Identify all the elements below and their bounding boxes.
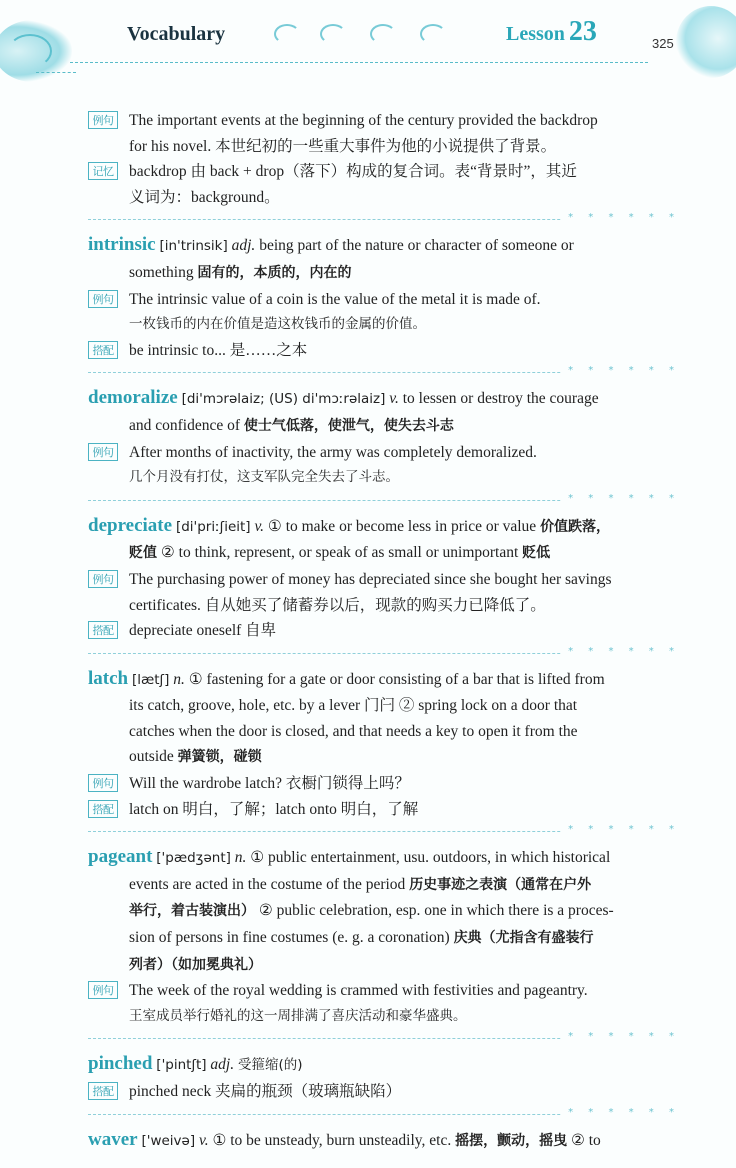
entry-separator: * * * * * * — [88, 646, 680, 662]
part-of-speech: adj. — [231, 237, 256, 255]
entry-separator: * * * * * * — [88, 212, 680, 228]
entry-intrinsic: intrinsic [in'trinsik] adj. being part of the nature or character of someone or something 固有的，本质的，内在的 例句 The intrinsic value of a coin is the value of the metal it is made of. 一枚钱币的内在价值是造这枚钱币的金属的价值。 搭配 be intrinsic to... 是……之本 — [88, 232, 680, 363]
page-header — [0, 0, 736, 90]
entry-waver: waver ['weivə] v. ① to be unsteady, burn unsteadily, etc. 摇摆，颤动，摇曳 ② to — [88, 1128, 601, 1150]
headword: pageant — [88, 846, 153, 868]
part-of-speech: adj. — [210, 1056, 235, 1074]
example-tag: 例句 — [88, 774, 118, 792]
decorative-wave-right — [676, 6, 736, 78]
collocation-tag: 搭配 — [88, 1082, 118, 1100]
definition: being part of the nature or character of someone or — [259, 237, 574, 255]
example-tag: 例句 — [88, 111, 118, 129]
phonetic: [di'priːʃieit] — [175, 518, 251, 535]
part-of-speech: v. — [198, 1131, 209, 1149]
entry-separator: * * * * * * — [88, 824, 680, 840]
definition: to lessen or destroy the courage — [402, 390, 599, 408]
phonetic: ['weivə] — [141, 1132, 196, 1149]
headword: pinched — [88, 1053, 153, 1075]
example-block: 例句 The week of the royal wedding is crammed with festivities and pageantry. 王室成员举行婚礼的这一周排满了喜庆活动和豪华盛典。 — [88, 978, 680, 1029]
page-number: 325 — [652, 36, 674, 51]
example-tag: 例句 — [88, 981, 118, 999]
section-title: Vocabulary — [127, 23, 226, 45]
example-block: 例句 Will the wardrobe latch? 衣橱门锁得上吗？ — [88, 771, 680, 797]
collocation-tag: 搭配 — [88, 800, 118, 818]
part-of-speech: n. — [234, 849, 247, 867]
memory-text: 义词为：background。 — [129, 188, 280, 206]
example-tag: 例句 — [88, 290, 118, 308]
collocation-block: 搭配 depreciate oneself 自卑 — [88, 618, 680, 644]
entry-separator: * * * * * * — [88, 1031, 680, 1047]
header-rule — [36, 72, 76, 73]
example-block — [88, 108, 680, 159]
collocation-block: 搭配 pinched neck 夹扁的瓶颈（玻璃瓶缺陷） — [88, 1079, 680, 1105]
headword: demoralize — [88, 387, 178, 409]
collocation-tag: 搭配 — [88, 341, 118, 359]
example-tag: 例句 — [88, 570, 118, 588]
memory-tag: 记忆 — [88, 162, 118, 180]
phonetic: [lætʃ] — [131, 671, 170, 688]
collocation-block: 搭配 latch on 明白，了解；latch onto 明白，了解 — [88, 797, 680, 823]
entry-latch: latch [lætʃ] n. ① fastening for a gate or door consisting of a bar that is lifted from its catch, groove, hole, etc. by a lever 门闩 ② spring lock on a door that catches when the door is closed, and that needs a key to open it from the outside 弹簧锁，碰锁 例句 Will the wardrobe latch? 衣橱门锁得上吗？ 搭配 latch on 明白，了解；latch onto 明白，了解 — [88, 666, 680, 823]
entry-separator: * * * * * * — [88, 365, 680, 381]
lesson-label: Lesson 23 — [506, 16, 597, 47]
entry-pageant: pageant ['pædʒənt] n. ① public entertainment, usu. outdoors, in which historical events are acted in the costume of the period 历史事迹之表演（通常在户外 举行，着古装演出） ② public celebration, esp. one in which there is a proces- sion of persons in fine costumes (e. g. a coronation) 庆典（尤指含有盛装行 列者）（如加冕典礼） 例句 The week of the royal wedding is crammed with festivities and pageantry. 王室成员举行婚礼的这一周排满了喜庆活动和豪华盛典。 — [88, 844, 680, 1029]
headword: latch — [88, 667, 129, 689]
phonetic: ['pintʃt] — [156, 1057, 207, 1074]
phonetic: ['pædʒənt] — [156, 850, 231, 867]
header-rule — [70, 62, 648, 63]
entry-pinched: pinched ['pintʃt] adj. 受箍缩(的) 搭配 pinched neck 夹扁的瓶颈（玻璃瓶缺陷） — [88, 1051, 680, 1104]
phonetic: [in'trinsik] — [159, 238, 228, 255]
part-of-speech: n. — [173, 670, 185, 688]
headword: intrinsic — [88, 234, 156, 256]
example-block: 例句 The intrinsic value of a coin is the value of the metal it is made of. 一枚钱币的内在价值是造这枚钱币的金属的价值。 — [88, 287, 680, 338]
memory-block — [88, 159, 680, 210]
headword: depreciate — [88, 514, 173, 536]
vocabulary-content — [88, 108, 680, 1154]
entry-depreciate: depreciate [di'priːʃieit] v. ① to make or become less in price or value 价值跌落， 贬值 ② to think, represent, or speak of as small or unimportant 贬低 例句 The purchasing power of money has depreciated since she bought her savings certificates. 自从她买了储蓄券以后，现款的购买力已降低了。 搭配 depreciate oneself 自卑 — [88, 513, 680, 644]
example-block: 例句 After months of inactivity, the army was completely demoralized. 几个月没有打仗，这支军队完全失去了斗志。 — [88, 440, 680, 491]
decorative-swirls — [270, 20, 470, 50]
example-tag: 例句 — [88, 443, 118, 461]
example-text: The important events at the beginning of the century provided the backdrop — [129, 112, 598, 129]
part-of-speech: v. — [389, 390, 399, 408]
memory-text: backdrop 由 back + drop（落下）构成的复合词。表“背景时”，其近 — [129, 163, 577, 181]
lesson-number: 23 — [568, 16, 597, 47]
entry-demoralize: demoralize [di'mɔrəlaiz; (US) di'mɔːrəlaiz] v. to lessen or destroy the courage and confidence of 使士气低落，使泄气，使失去斗志 例句 After months of inactivity, the army was completely demoralized. 几个月没有打仗，这支军队完全失去了斗志。 — [88, 385, 680, 490]
phonetic: [di'mɔrəlaiz; (US) di'mɔːrəlaiz] — [181, 391, 386, 408]
example-block: 例句 The purchasing power of money has depreciated since she bought her savings certificates. 自从她买了储蓄券以后，现款的购买力已降低了。 — [88, 567, 680, 618]
collocation-tag: 搭配 — [88, 621, 118, 639]
entry-separator: * * * * * * — [88, 493, 680, 509]
example-text: for his novel. 本世纪初的一些重大事件为他的小说提供了背景。 — [129, 137, 557, 155]
entry-separator: * * * * * * — [88, 1107, 680, 1123]
headword: waver — [88, 1128, 138, 1150]
collocation-block: 搭配 be intrinsic to... 是……之本 — [88, 338, 680, 364]
part-of-speech: v. — [254, 517, 265, 535]
